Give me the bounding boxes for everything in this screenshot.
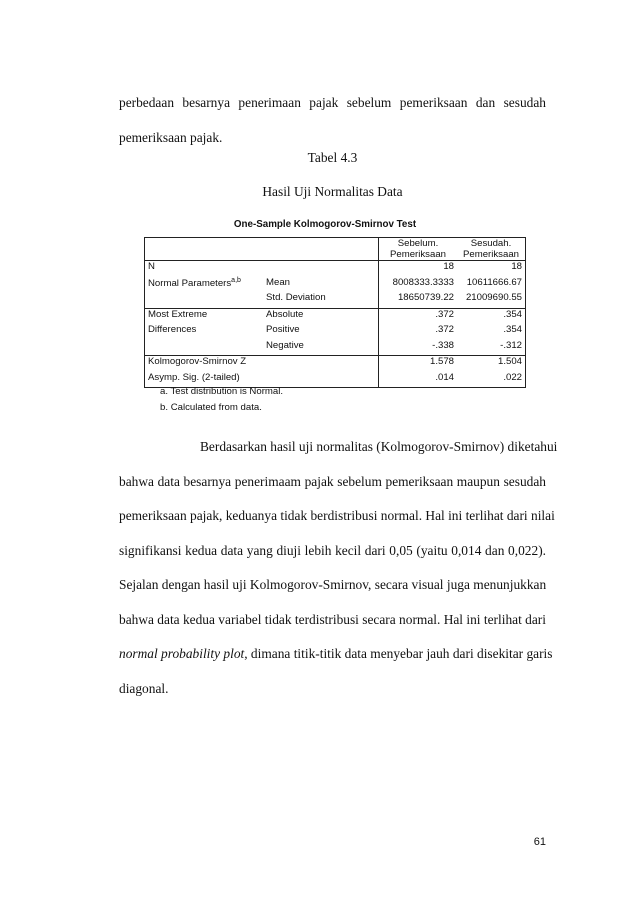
body-line-8: diagonal. [119,680,169,696]
table-number: Tabel 4.3 [307,150,358,165]
col-header-sesudah-line1: Sesudah. [470,238,512,249]
footnote-a [160,386,283,397]
row-sublabel: Mean [266,276,290,288]
ks-test-table [144,237,526,388]
cell-value: 21009690.55 [457,292,526,308]
cell-value: .354 [457,308,526,324]
table-row [145,277,526,293]
body-line-2: bahwa data besarnya penerimaam pajak sebelum pemeriksaan maupun sesudah [119,473,546,489]
table-row [145,308,526,324]
row-label: Asymp. Sig. (2-tailed) [145,372,379,388]
row-label: Differences [145,324,264,340]
table-row [145,324,526,340]
row-sublabel: Positive [266,324,300,335]
table-row [145,261,526,277]
cell-value: 18650739.22 [379,292,458,308]
cell-value: .372 [379,324,458,340]
row-label: N [145,261,379,277]
body-line-1: Berdasarkan hasil uji normalitas (Kolmogorov-Smirnov) diketahui [200,439,558,454]
cell-value: 18 [379,261,458,277]
table-title: Hasil Uji Normalitas Data [262,184,403,199]
body-line-4: signifikansi kedua data yang diuji lebih kecil dari 0,05 (yaitu 0,014 dan 0,022). [119,542,546,558]
cell-value: .014 [379,372,458,388]
body-line-7-rest: , dimana titik-titik data menyebar jauh dari disekitar garis [244,646,553,661]
col-header-sebelum [379,238,458,261]
col-header-sesudah [457,238,526,261]
row-label [145,292,264,308]
footnote-a-mark: a. [160,386,169,397]
cell-value: -.338 [379,340,458,356]
intro-line-2: pemeriksaan pajak. [119,129,223,145]
cell-value: 1.504 [457,356,526,372]
page-number: 61 [533,836,546,848]
table-row [145,356,526,372]
row-label [145,277,264,293]
header-row [145,238,526,261]
row-sublabel: Absolute [263,308,379,324]
row-label-text: Normal Parameters [148,277,232,289]
footnote-b [160,402,262,413]
footnote-b-text: Calculated from data. [170,402,262,413]
intro-paragraph [119,86,546,155]
col-header-sesudah-line2: Pemeriksaan [463,249,519,260]
col-header-sebelum-line2: Pemeriksaan [390,249,446,260]
body-line-3: pemeriksaan pajak, keduanya tidak berdistribusi normal. Hal ini terlihat dari nilai [119,508,555,523]
table-row [145,292,526,308]
row-label: Most Extreme [145,308,264,324]
body-line-6: bahwa data kedua variabel tidak terdistribusi secara normal. Hal ini terlihat dari [119,611,546,627]
row-label: Kolmogorov-Smirnov Z [145,356,379,372]
cell-value: 18 [457,261,526,277]
cell-value: 1.578 [379,356,458,372]
row-sublabel: Negative [266,339,304,351]
row-sublabel: Std. Deviation [266,292,326,303]
italic-phrase: normal probability plot [119,646,245,661]
cell-value: .022 [457,372,526,388]
cell-value: 8008333.3333 [379,277,458,293]
body-paragraph [119,430,558,706]
cell-value: -.312 [457,340,526,356]
cell-value: .354 [457,324,526,340]
col-header-sebelum-line1: Sebelum. [397,238,439,249]
table-row [145,340,526,356]
cell-value: .372 [379,308,458,324]
footnote-a-text: Test distribution is Normal. [170,386,284,397]
cell-value: 10611666.67 [457,277,526,293]
spss-table-title: One-Sample Kolmogorov-Smirnov Test [233,219,417,230]
body-line-7 [119,637,553,672]
body-line-5: Sejalan dengan hasil uji Kolmogorov-Smirnov, secara visual juga menunjukkan [119,577,547,592]
row-label [145,340,264,356]
row-label-superscript: a,b [231,276,241,284]
footnote-b-mark: b. [160,402,169,413]
intro-line-1: perbedaan besarnya penerimaan pajak sebelum pemeriksaan dan sesudah [119,95,546,110]
